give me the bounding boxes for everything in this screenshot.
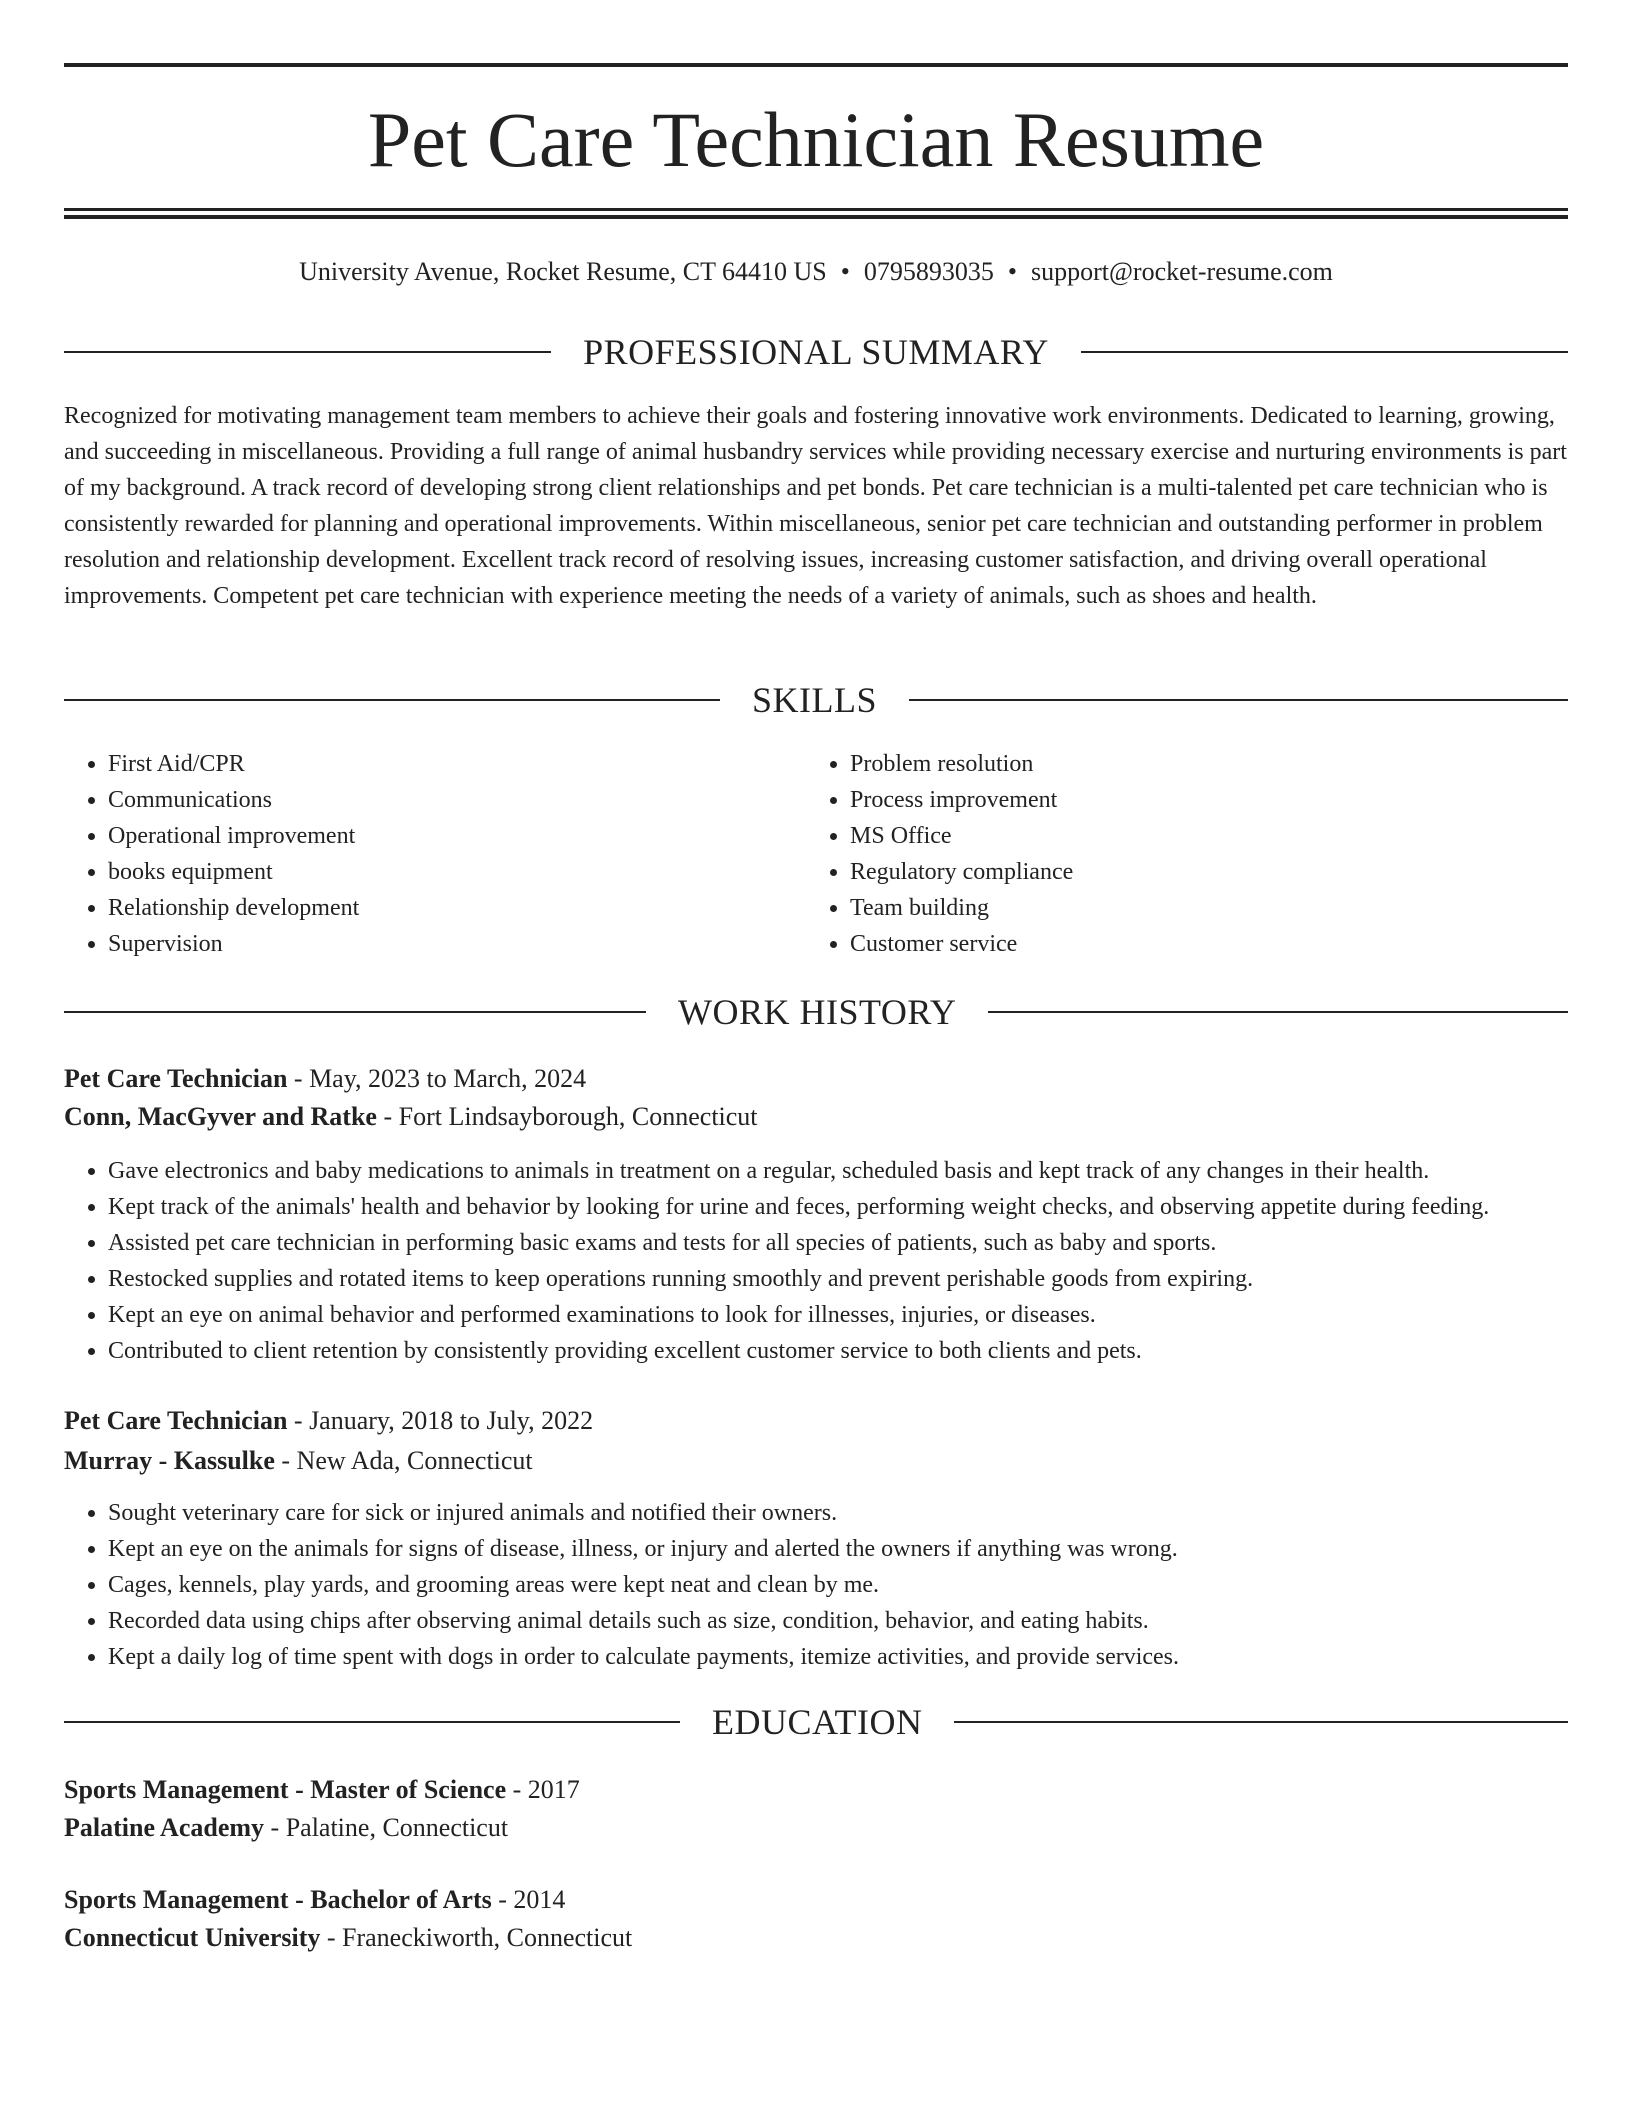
- work-heading-label: WORK HISTORY: [678, 992, 957, 1032]
- education-school: Palatine Academy: [64, 1813, 265, 1842]
- skills-heading-label: SKILLS: [752, 680, 878, 720]
- divider-line: [988, 1011, 1568, 1013]
- summary-heading-label: PROFESSIONAL SUMMARY: [583, 332, 1049, 372]
- skill-item: • Team building: [850, 890, 1550, 926]
- contact-line: [64, 252, 1568, 292]
- job-role: Pet Care Technician: [64, 1064, 288, 1093]
- job-location: - New Ada, Connecticut: [274, 1446, 533, 1475]
- job-bullet: • Assisted pet care technician in performing basic exams and tests for all species of patients, such as baby and sports.: [108, 1225, 1592, 1261]
- job-dates: - May, 2023 to March, 2024: [287, 1064, 587, 1093]
- job-bullet: • Kept an eye on the animals for signs of disease, illness, or injury and alerted the owners if anything was wrong.: [108, 1531, 1592, 1567]
- skill-item: • Operational improvement: [108, 818, 808, 854]
- job-company-line: [64, 1098, 1568, 1136]
- work-heading: [64, 990, 1568, 1034]
- divider-line: [64, 1721, 680, 1723]
- job-company-line: [64, 1442, 1568, 1480]
- summary-heading: [64, 330, 1568, 374]
- skill-item: • Problem resolution: [850, 746, 1550, 782]
- education-school-line: [64, 1919, 1568, 1957]
- job-bullet: • Kept track of the animals' health and behavior by looking for urine and feces, performing weight checks, and observing appetite during feeding.: [108, 1189, 1592, 1225]
- divider-line: [64, 1011, 646, 1013]
- job-bullet: • Sought veterinary care for sick or injured animals and notified their owners.: [108, 1495, 1592, 1531]
- skill-item: • Regulatory compliance: [850, 854, 1550, 890]
- education-degree-line: [64, 1771, 1568, 1809]
- summary-text: Recognized for motivating management team members to achieve their goals and fostering innovative work environments. Dedicated to learning, growing, and succeeding in miscellaneous. Providing a full range of animal husbandry services while providing necessary exercise and nurturing environments is part of my background. A track record of developing strong client relationships and pet bonds. Pet care technician is a multi-talented pet care technician who is consistently rewarded for planning and operational improvements. Within miscellaneous, senior pet care technician and outstanding performer in problem resolution and relationship development. Excellent track record of resolving issues, increasing customer satisfaction, and driving overall operational improvements. Competent pet care technician with experience meeting the needs of a variety of animals, such as shoes and health.: [64, 403, 1567, 609]
- education-school: Connecticut University: [64, 1923, 321, 1952]
- education-location: - Franeckiworth, Connecticut: [320, 1923, 633, 1952]
- education-degree-line: [64, 1881, 1568, 1919]
- job-title-line: [64, 1402, 1568, 1440]
- job-bullet: • Contributed to client retention by consistently providing excellent customer service to both clients and pets.: [108, 1333, 1592, 1369]
- job-bullet: • Gave electronics and baby medications to animals in treatment on a regular, scheduled basis and kept track of any changes in their health.: [108, 1153, 1592, 1189]
- skill-item: • Communications: [108, 782, 808, 818]
- skills-heading: [64, 678, 1568, 722]
- education-heading-label: EDUCATION: [712, 1702, 923, 1742]
- skill-item: • Process improvement: [850, 782, 1550, 818]
- skill-item: • MS Office: [850, 818, 1550, 854]
- divider-line: [64, 699, 720, 701]
- education-degree: Sports Management - Bachelor of Arts: [64, 1885, 492, 1914]
- skill-item: • Supervision: [108, 926, 808, 962]
- job-company: Murray - Kassulke: [64, 1446, 275, 1475]
- contact-phone: 0795893035: [863, 257, 994, 286]
- skills-list-right: [806, 746, 1550, 962]
- contact-address: University Avenue, Rocket Resume, CT 64410 US: [299, 257, 827, 286]
- job-bullet: • Kept an eye on animal behavior and performed examinations to look for illnesses, injuries, or diseases.: [108, 1297, 1592, 1333]
- job-role: Pet Care Technician: [64, 1406, 288, 1435]
- page-title: Pet Care Technician Resume: [367, 96, 1265, 183]
- contact-email: support@rocket-resume.com: [1030, 257, 1333, 286]
- divider-line: [1081, 351, 1568, 353]
- job-bullet: • Restocked supplies and rotated items to keep operations running smoothly and prevent perishable goods from expiring.: [108, 1261, 1592, 1297]
- skill-item: • Relationship development: [108, 890, 808, 926]
- title-double-rule: [64, 208, 1568, 219]
- divider-line: [909, 699, 1568, 701]
- education-degree: Sports Management - Master of Science: [64, 1775, 507, 1804]
- job-bullet: • Kept a daily log of time spent with dogs in order to calculate payments, itemize activities, and provide services.: [108, 1639, 1592, 1675]
- job-bullet: • Cages, kennels, play yards, and grooming areas were kept neat and clean by me.: [108, 1567, 1592, 1603]
- job-bullets: [64, 1495, 1592, 1675]
- divider-line: [64, 351, 551, 353]
- job-title-line: [64, 1060, 1568, 1098]
- contact-separator: •: [1007, 257, 1017, 286]
- job-bullets: [64, 1153, 1592, 1369]
- contact-separator: •: [840, 257, 850, 286]
- skill-item: • Customer service: [850, 926, 1550, 962]
- education-school-line: [64, 1809, 1568, 1847]
- education-year: - 2014: [491, 1885, 566, 1914]
- skills-list-left: [64, 746, 808, 962]
- education-heading: [64, 1700, 1568, 1744]
- job-bullet: • Recorded data using chips after observing animal details such as size, condition, behavior, and eating habits.: [108, 1603, 1592, 1639]
- job-company: Conn, MacGyver and Ratke: [64, 1102, 377, 1131]
- education-year: - 2017: [506, 1775, 580, 1804]
- skill-item: • First Aid/CPR: [108, 746, 808, 782]
- job-location: - Fort Lindsayborough, Connecticut: [376, 1102, 758, 1131]
- top-rule: [64, 63, 1568, 67]
- education-location: - Palatine, Connecticut: [264, 1813, 509, 1842]
- job-dates: - January, 2018 to July, 2022: [287, 1406, 594, 1435]
- divider-line: [954, 1721, 1568, 1723]
- skill-item: • books equipment: [108, 854, 808, 890]
